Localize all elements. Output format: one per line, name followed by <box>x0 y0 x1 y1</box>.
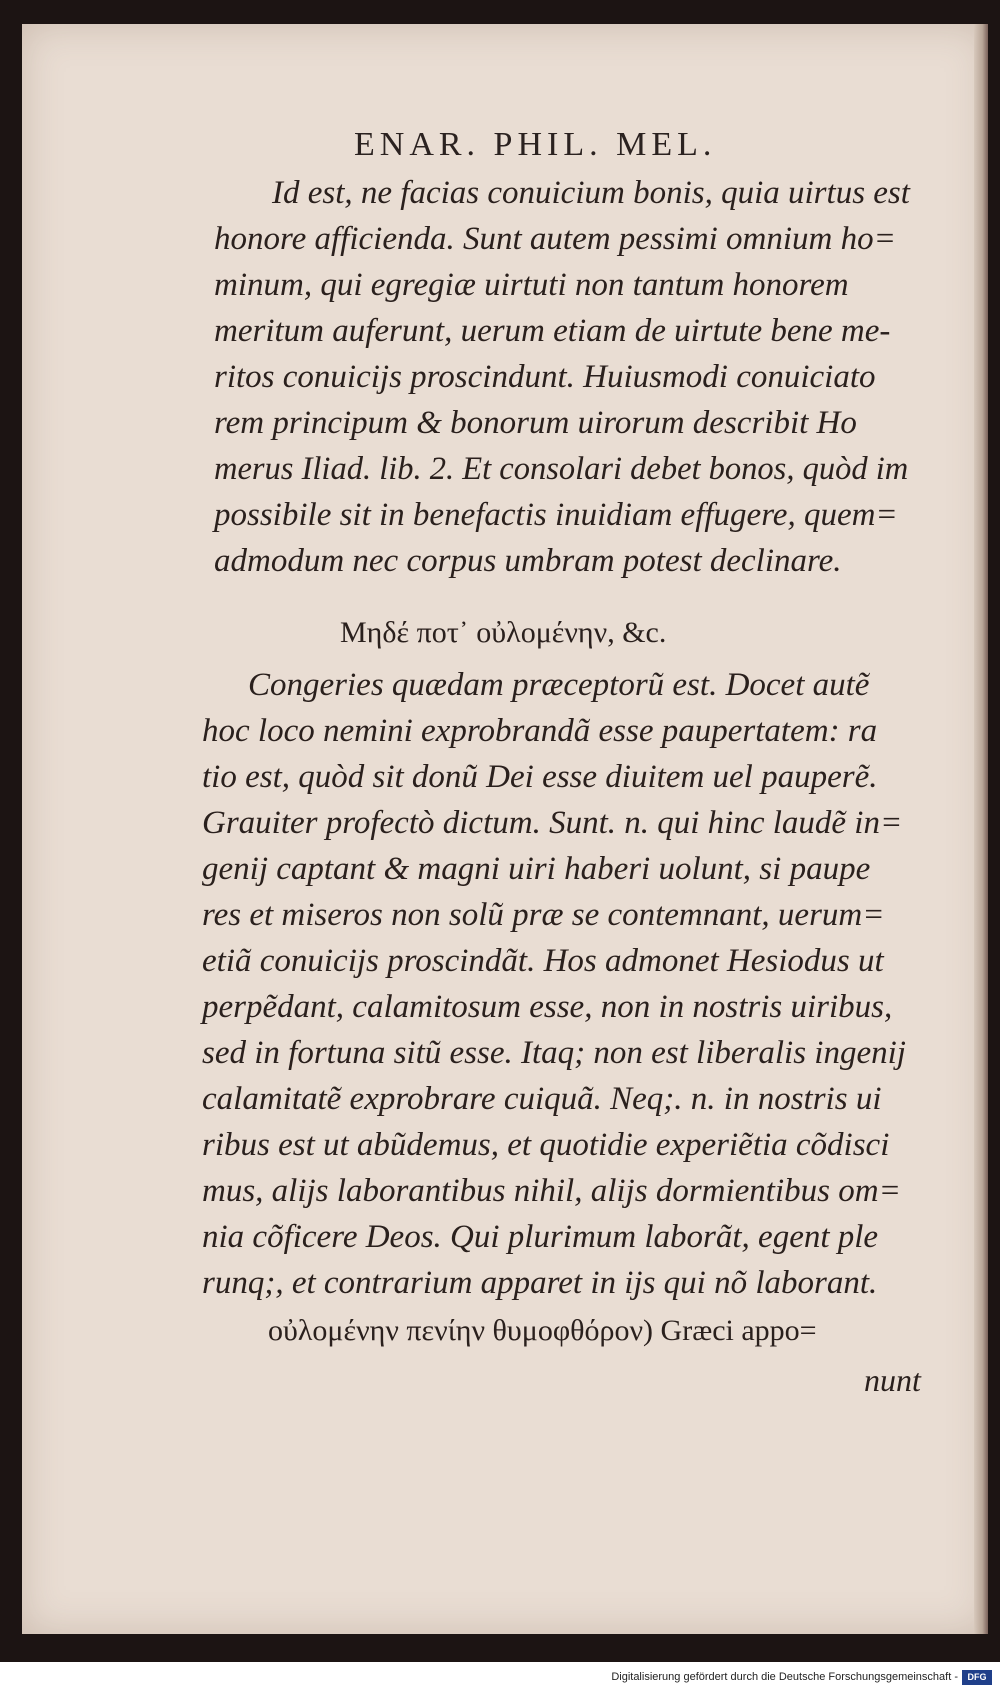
text-line: genij captant & magni uiri haberi uolunt, si paupe <box>202 851 871 887</box>
book-page <box>22 24 988 1634</box>
greek-lemma-line: οὐλομένην πενίην θυμοφθόρον) Græci appo= <box>268 1314 817 1347</box>
text-line: Grauiter profectò dictum. Sunt. n. qui hinc laudẽ in= <box>202 805 903 841</box>
text-line: Congeries quædam præceptorũ est. Docet autẽ <box>248 667 870 703</box>
text-line: res et miseros non solũ præ se contemnant, uerum= <box>202 897 885 933</box>
text-line: Id est, ne facias conuicium bonis, quia uirtus est <box>272 175 910 211</box>
text-line: etiã conuicijs proscindãt. Hos admonet Hesiodus ut <box>202 943 884 979</box>
greek-heading: Μηδέ ποτ᾽ οὐλομένην, &c. <box>340 616 667 649</box>
dfg-logo: DFG <box>962 1670 992 1685</box>
text-line: ribus est ut abũdemus, et quotidie experiẽtia cõdisci <box>202 1127 890 1163</box>
page-edge <box>974 24 988 1634</box>
text-line: honore afficienda. Sunt autem pessimi omnium ho= <box>214 221 896 257</box>
text-line: meritum auferunt, uerum etiam de uirtute bene me- <box>214 313 891 349</box>
text-line: perpẽdant, calamitosum esse, non in nostris uiribus, <box>202 989 893 1025</box>
catchword: nunt <box>864 1362 921 1398</box>
text-line: merus Iliad. lib. 2. Et consolari debet bonos, quòd im <box>214 451 909 487</box>
footer-bar <box>0 1668 1000 1692</box>
text-line: minum, qui egregiæ uirtuti non tantum honorem <box>214 267 849 303</box>
footer-credit: Digitalisierung gefördert durch die Deutsche Forschungsgemeinschaft - <box>611 1671 958 1683</box>
text-line: hoc loco nemini exprobrandã esse paupertatem: ra <box>202 713 878 749</box>
text-line: sed in fortuna sitũ esse. Itaq; non est liberalis ingenij <box>202 1035 906 1071</box>
text-line: tio est, quòd sit donũ Dei esse diuitem uel pauperẽ. <box>202 759 878 795</box>
text-line: admodum nec corpus umbram potest declinare. <box>214 543 842 579</box>
text-line: nia cõficere Deos. Qui plurimum laborãt, egent ple <box>202 1219 879 1255</box>
running-head: ENAR. PHIL. MEL. <box>354 126 717 163</box>
text-line: mus, alijs laborantibus nihil, alijs dormientibus om= <box>202 1173 901 1209</box>
text-line: ritos conuicijs proscindunt. Huiusmodi conuiciato <box>214 359 876 395</box>
text-line: rem principum & bonorum uirorum describit Ho <box>214 405 857 441</box>
text-line: possibile sit in benefactis inuidiam effugere, quem= <box>214 497 898 533</box>
text-line: calamitatẽ exprobrare cuiquã. Neq;. n. in nostris ui <box>202 1081 882 1117</box>
text-line: runq;, et contrarium apparet in ijs qui nõ laborant. <box>202 1265 878 1301</box>
